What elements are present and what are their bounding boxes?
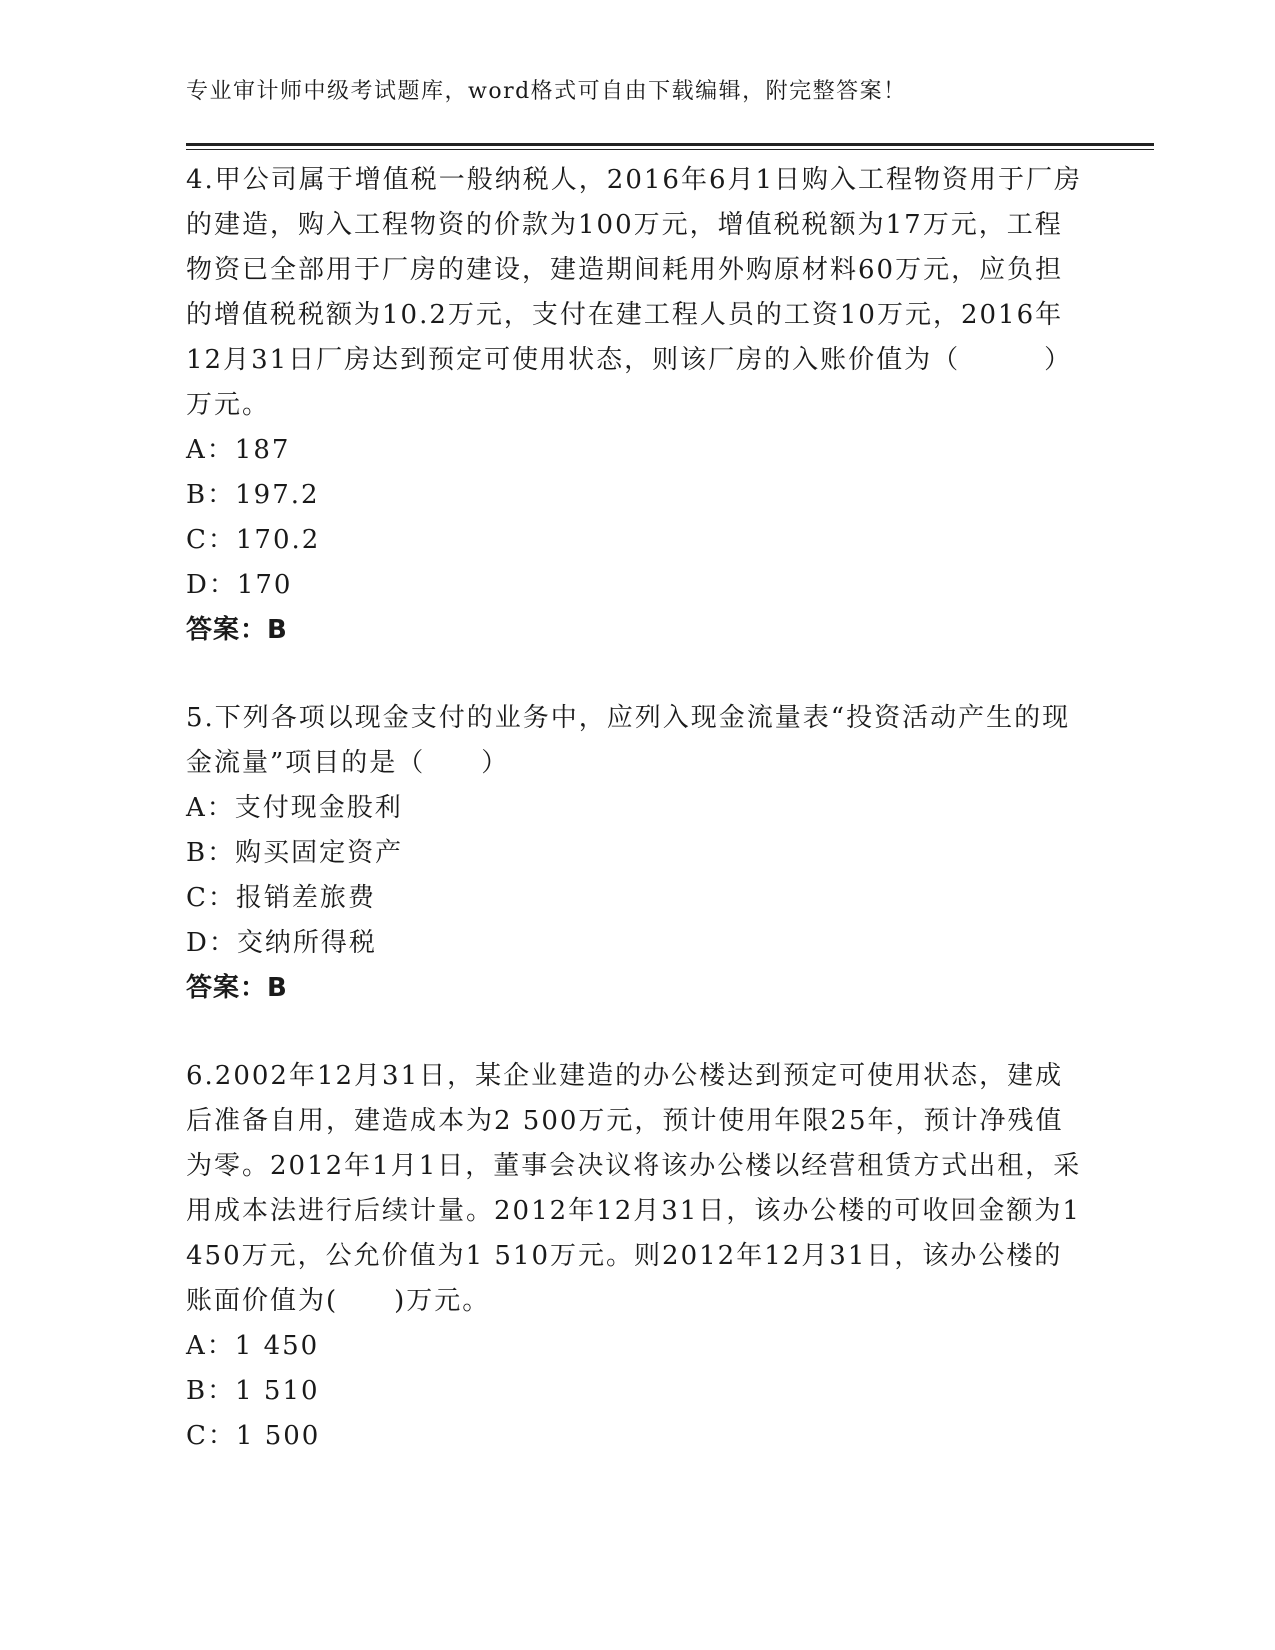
option-d: D：交纳所得税 [186,928,377,958]
question-5 [186,696,1086,1011]
option-a: A：1 450 [186,1331,320,1361]
header-divider-thick [186,143,1154,146]
option-d: D：170 [186,570,293,600]
option-b: B：197.2 [186,480,320,510]
option-b: B：购买固定资产 [186,838,404,868]
question-6 [186,1054,1086,1459]
question-stem: 5.下列各项以现金支付的业务中，应列入现金流量表“投资活动产生的现金流量”项目的是（ ） [186,703,1071,778]
option-b: B：1 510 [186,1376,320,1406]
option-c: C：1 500 [186,1421,321,1451]
question-4 [186,158,1086,653]
option-a: A：187 [186,435,291,465]
answer: 答案：B [186,973,288,1003]
page-header: 专业审计师中级考试题库，word格式可自由下载编辑，附完整答案！ [186,79,907,104]
answer: 答案：B [186,615,288,645]
question-stem: 4.甲公司属于增值税一般纳税人，2016年6月1日购入工程物资用于厂房的建造，购入工程物资的价款为100万元，增值税税额为17万元，工程物资已全部用于厂房的建设，建造期间耗用外购原材料60万元，应负担的增值税税额为10.2万元，支付在建工程人员的工资10万元，2016年12月31日厂房达到预定可使用状态，则该厂房的入账价值为（ ）万元。 [186,165,1083,420]
question-stem: 6.2002年12月31日，某企业建造的办公楼达到预定可使用状态，建成后准备自用，建造成本为2 500万元，预计使用年限25年，预计净残值为零。2012年1月1日，董事会决议将该办公楼以经营租赁方式出租，采用成本法进行后续计量。2012年12月31日，该办公楼的可收回金额为1 450万元，公允价值为1 510万元。则2012年12月31日，该办公楼的账面价值为( )万元。 [186,1061,1082,1316]
header-divider-thin [186,149,1154,150]
option-c: C：报销差旅费 [186,883,376,913]
option-c: C：170.2 [186,525,321,555]
question-list [186,158,1086,1459]
option-a: A：支付现金股利 [186,793,403,823]
